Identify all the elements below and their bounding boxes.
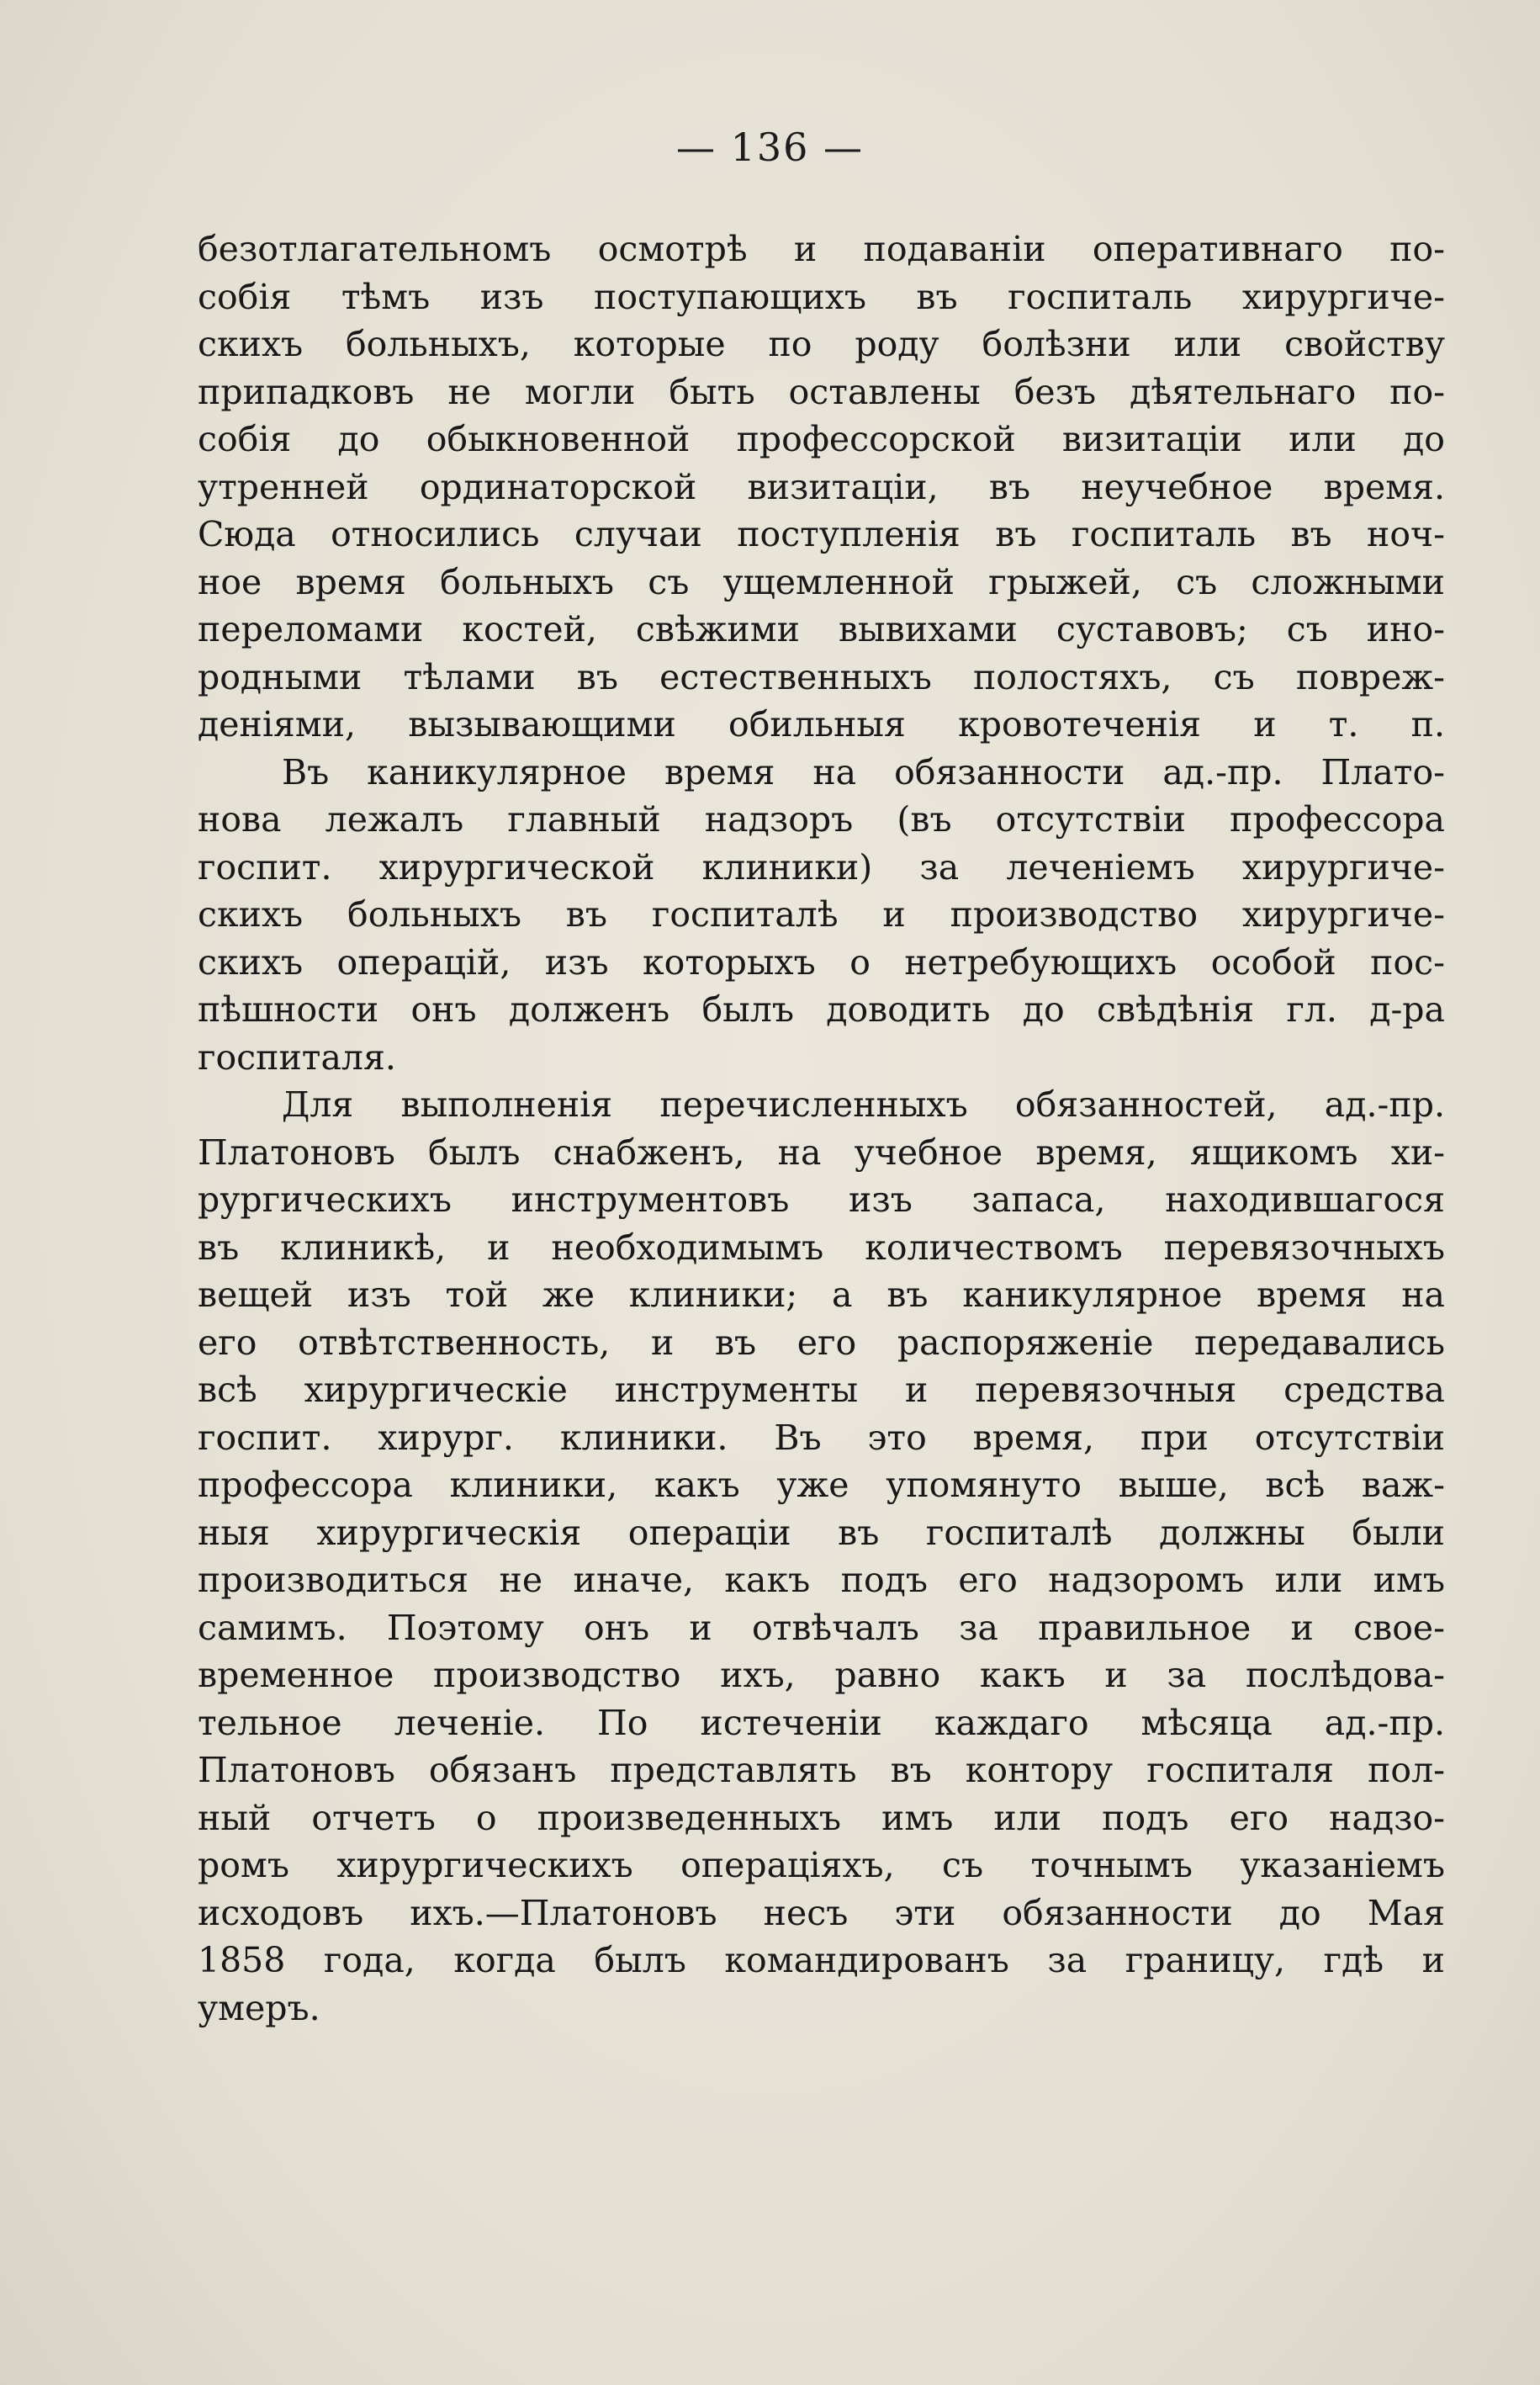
paragraph-2 xyxy=(198,749,1445,1082)
text-line: ный отчетъ о произведенныхъ имъ или подъ его надзо- xyxy=(198,1797,1445,1838)
text-line: утренней ординаторской визитаціи, въ неучебное время. xyxy=(198,466,1445,507)
text-line: временное производство ихъ, равно какъ и за послѣдова- xyxy=(198,1655,1445,1695)
text-line: ное время больныхъ съ ущемленной грыжей, съ сложными xyxy=(198,561,1445,602)
text-line: самимъ. Поэтому онъ и отвѣчалъ за правильное и свое- xyxy=(198,1607,1445,1648)
text-line: переломами костей, свѣжими вывихами суставовъ; съ ино- xyxy=(198,609,1445,649)
text-line: профессора клиники, какъ уже упомянуто выше, всѣ важ- xyxy=(198,1465,1445,1505)
text-line: его отвѣтственность, и въ его распоряженіе передавались xyxy=(198,1322,1445,1363)
text-line: Сюда относились случаи поступленія въ госпиталь въ ноч- xyxy=(198,514,1445,554)
paragraph-3 xyxy=(198,1081,1445,2032)
text-line: 1858 года, когда былъ командированъ за границу, гдѣ и xyxy=(198,1940,1445,1980)
text-line: родными тѣлами въ естественныхъ полостяхъ, съ повреж- xyxy=(198,656,1445,697)
text-line: скихъ операцій, изъ которыхъ о нетребующихъ особой пос- xyxy=(198,941,1445,983)
text-line: госпит. хирург. клиники. Въ это время, при отсутствiи xyxy=(198,1417,1445,1458)
text-line: производиться не иначе, какъ подъ его надзоромъ или имъ xyxy=(198,1560,1445,1600)
text-line: всѣ хирургическіе инструменты и перевязочныя средства xyxy=(198,1370,1445,1410)
text-line: Для выполненія перечисленныхъ обязанностей, ад.-пр. xyxy=(282,1084,1445,1125)
page-number: — 136 — xyxy=(675,125,865,170)
text-line: пѣшности онъ долженъ былъ доводить до свѣдѣнія гл. д-ра xyxy=(198,989,1445,1030)
text-line: госпиталя. xyxy=(198,1036,396,1078)
text-line: госпит. хирургической клиники) за леченіемъ хирургиче- xyxy=(198,846,1445,888)
text-line: собія до обыкновенной профессорской визитаціи или до xyxy=(198,419,1445,459)
text-line: Въ каникулярное время на обязанности ад.-пр. Плато- xyxy=(282,751,1445,792)
text-line: Платоновъ былъ снабженъ, на учебное время, ящикомъ хи- xyxy=(198,1132,1445,1173)
text-line: нова лежалъ главный надзоръ (въ отсутствiи профессора xyxy=(198,799,1445,840)
text-line: ныя хирургическія операціи въ госпиталѣ должны были xyxy=(198,1512,1445,1553)
text-line: скихъ больныхъ въ госпиталѣ и производство хирургиче- xyxy=(198,894,1445,935)
text-line: ромъ хирургическихъ операціяхъ, съ точнымъ указаніемъ xyxy=(198,1845,1445,1885)
text-line: безотлагательномъ осмотрѣ и подаванiи оперативнаго по- xyxy=(198,229,1445,269)
text-line: вещей изъ той же клиники; а въ каникулярное время на xyxy=(198,1275,1445,1315)
text-line: въ клиникѣ, и необходимымъ количествомъ перевязочныхъ xyxy=(198,1227,1445,1268)
text-line: собія тѣмъ изъ поступающихъ въ госпиталь хирургиче- xyxy=(198,276,1445,317)
text-line: Платоновъ обязанъ представлять въ контору госпиталя пол- xyxy=(198,1750,1445,1790)
text-line: деніями, вызывающими обильныя кровотеченія и т. п. xyxy=(198,704,1445,745)
paragraph-1 xyxy=(198,225,1445,749)
text-line: припадковъ не могли быть оставлены безъ дѣятельнаго по- xyxy=(198,371,1445,412)
text-line: исходовъ ихъ.—Платоновъ несъ эти обязанности до Мая xyxy=(198,1892,1445,1933)
text-line: тельное леченіе. По истеченiи каждаго мѣсяца ад.-пр. xyxy=(198,1702,1445,1743)
text-line: умеръ. xyxy=(198,1987,320,2028)
text-line: рургическихъ инструментовъ изъ запаса, находившагося xyxy=(198,1179,1445,1220)
text-line: скихъ больныхъ, которые по роду болѣзни или свойству xyxy=(198,324,1445,364)
body-text xyxy=(198,225,1445,2032)
